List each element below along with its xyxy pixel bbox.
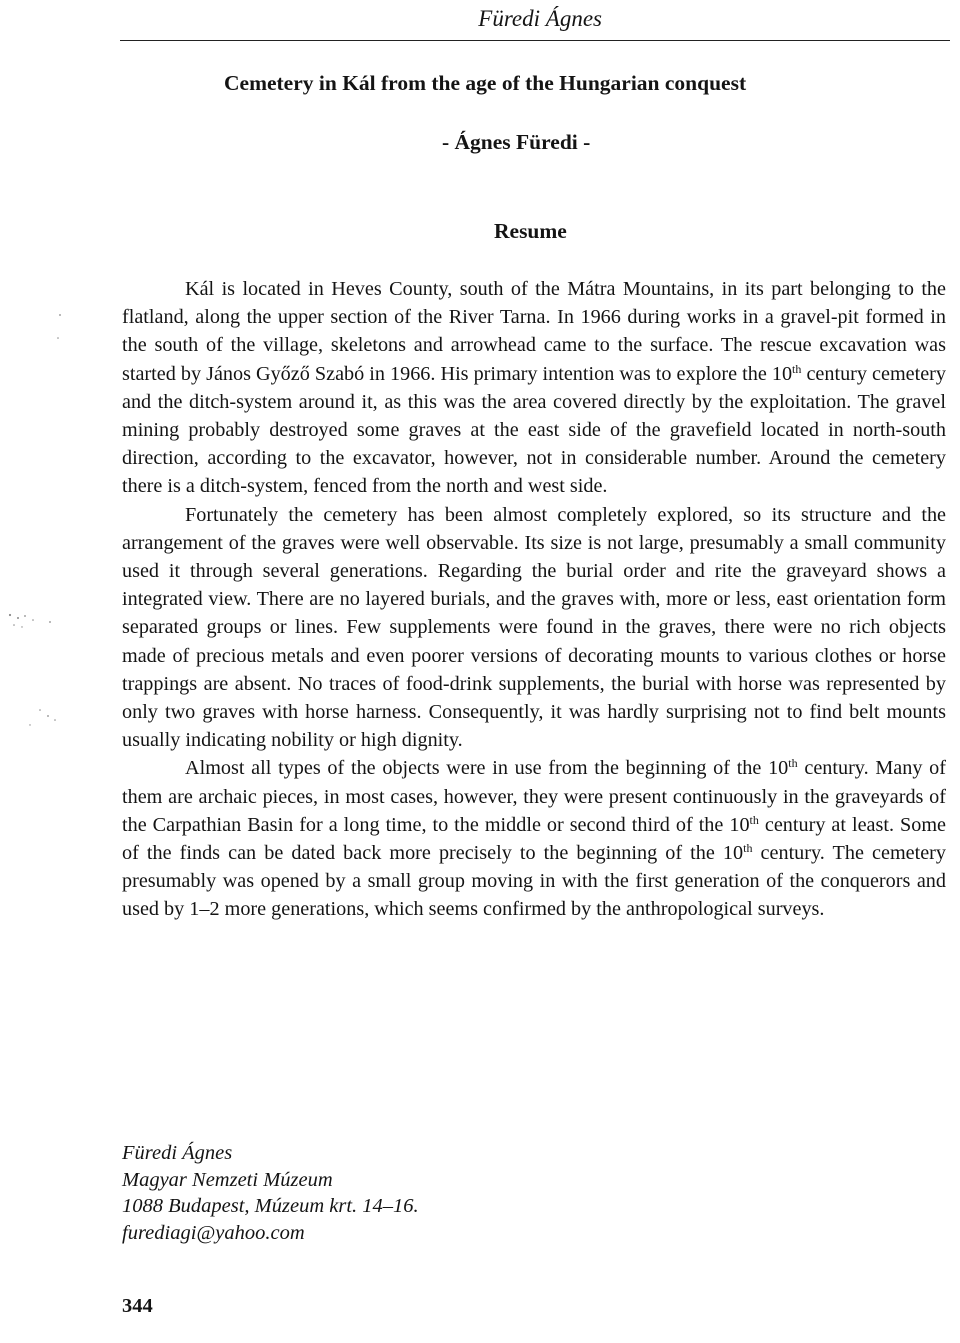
paragraph-1 bbox=[122, 275, 946, 501]
ordinal-suffix: th bbox=[743, 841, 753, 856]
text-run: century. Many of them are archaic pieces, in most cases, however, they were present continuously in the graveyards of the Carpathian Basin for a long time, to the middle or second third of the 10 bbox=[122, 757, 946, 836]
page-number: 344 bbox=[122, 1295, 153, 1317]
ordinal-suffix: th bbox=[788, 756, 798, 771]
author-address bbox=[122, 1140, 419, 1246]
ordinal-suffix: th bbox=[749, 812, 759, 827]
section-heading: Resume bbox=[494, 219, 567, 243]
text-run: century. The cemetery presumably was opened by a small group moving in with the first generation of the conquerors and used by 1–2 more generations, which seems confirmed by the anthropological surveys. bbox=[122, 842, 946, 921]
paragraph-3 bbox=[122, 754, 946, 923]
address-institution: Magyar Nemzeti Múzeum bbox=[122, 1168, 333, 1191]
address-street: 1088 Budapest, Múzeum krt. 14–16. bbox=[122, 1195, 419, 1217]
header-rule bbox=[120, 40, 950, 41]
address-email: furediagi@yahoo.com bbox=[122, 1221, 305, 1244]
body-text bbox=[122, 275, 946, 924]
ordinal-suffix: th bbox=[792, 361, 802, 376]
address-name: Füredi Ágnes bbox=[122, 1142, 233, 1164]
text-run: century cemetery and the ditch-system around it, as this was the area covered directly by the exploitation. The gravel mining probably destroyed some graves at the east side of the gravefield located in north-south direction, according to the excavator, however, not in considerable number. Around the cemetery there is a ditch-system, fenced from the north and west side. bbox=[122, 362, 946, 498]
paragraph-2: Fortunately the cemetery has been almost completely explored, so its structure and the arrangement of the graves were well observable. Its size is not large, presumably a small community used it through several generations. Regarding the burial order and rite the graveyard shows a integrated view. There are no layered burials, and the graves with, more or less, east orientation form separated groups or lines. Few supplements were found in the graves, there were no rich objects made of precious metals and even poorer versions of decorating mounts to various clothes or horse trappings are absent. No traces of food-drink supplements, the burial with horse was represented by only two graves with horse harness. Consequently, it was hardly surprising not to find belt mounts usually indicating nobility or high dignity. bbox=[122, 503, 946, 752]
article-title: Cemetery in Kál from the age of the Hungarian conquest bbox=[224, 71, 747, 95]
text-run: Almost all types of the objects were in use from the beginning of the 10 bbox=[185, 757, 789, 780]
scan-margin-specks bbox=[0, 280, 70, 740]
text-run: Kál is located in Heves County, south of the Mátra Mountains, in its part belonging to the flatland, along the upper section of the River Tarna. In 1966 during works in a gravel-pit formed in the south of the village, skeletons and arrowhead came to the surface. The rescue excavation was started by János Győző Szabó in 1966. His primary intention was to explore the 10 bbox=[122, 278, 946, 385]
author-byline: - Ágnes Füredi - bbox=[442, 130, 591, 154]
running-head: Füredi Ágnes bbox=[478, 6, 602, 31]
text-run: century at least. Some of the finds can be dated back more precisely to the beginning of the 10 bbox=[122, 813, 946, 865]
